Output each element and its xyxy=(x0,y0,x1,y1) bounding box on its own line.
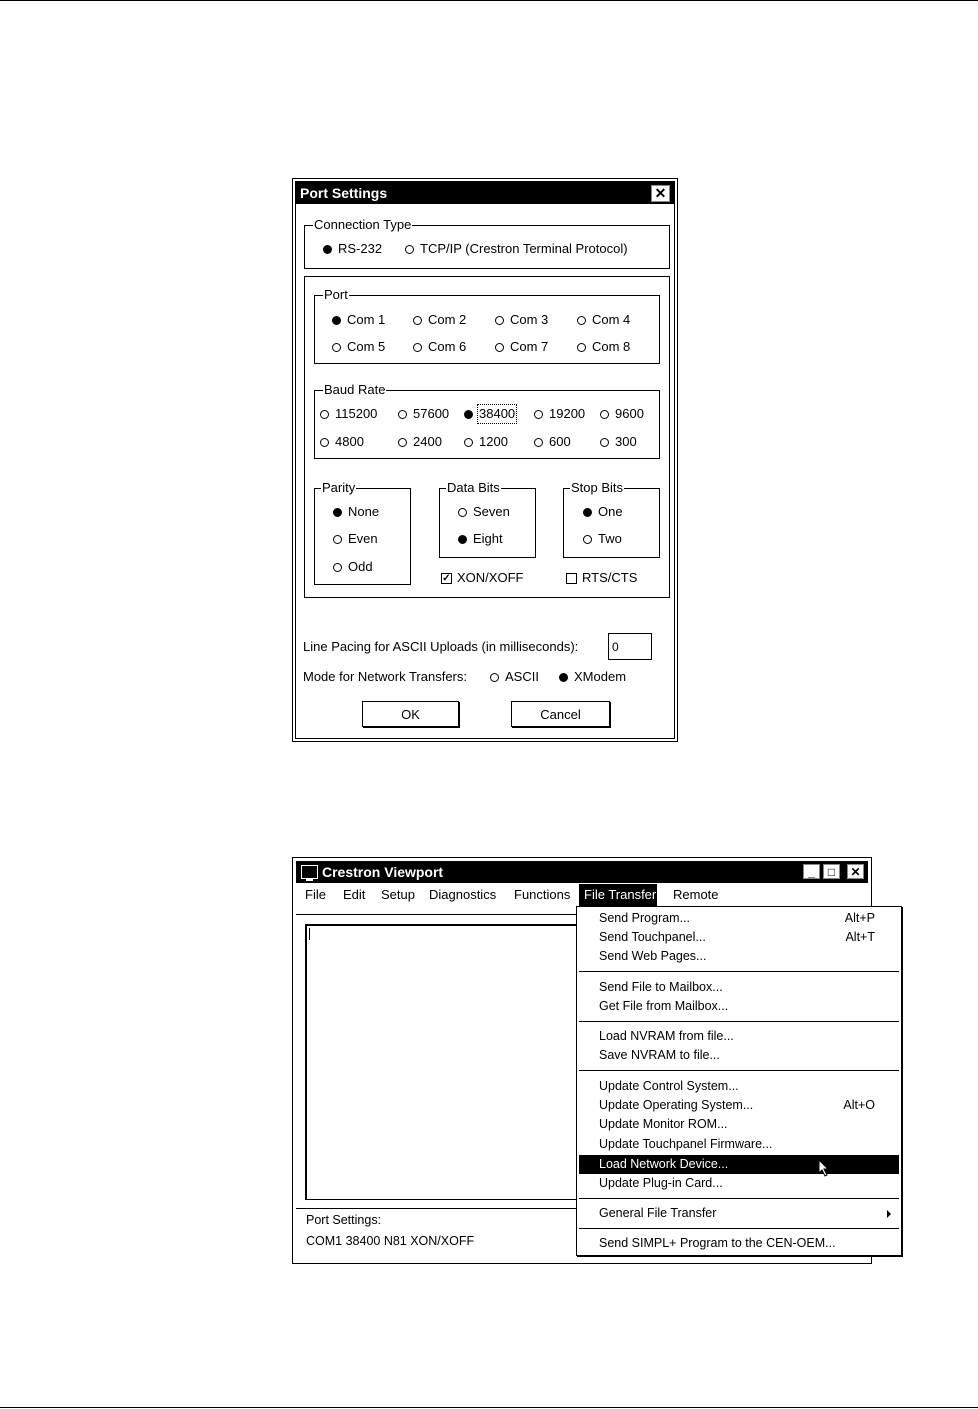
data-bits-group xyxy=(439,480,536,558)
menuitem-label: Send Web Pages... xyxy=(599,949,707,963)
menuitem-label: Update Plug-in Card... xyxy=(599,1176,723,1190)
radio-data-bits-seven-label: Seven xyxy=(473,504,510,519)
network-mode-label: Mode for Network Transfers: xyxy=(303,669,467,684)
menuitem-label: Send File to Mailbox... xyxy=(599,980,723,994)
radio-stop-bits-one-label: One xyxy=(598,504,623,519)
menuitem-send-web-pages[interactable] xyxy=(579,947,899,966)
radio-parity-even[interactable] xyxy=(333,531,378,547)
radio-baud-300[interactable] xyxy=(600,434,637,450)
viewport-titlebar[interactable] xyxy=(296,861,868,883)
radio-dot xyxy=(583,508,592,517)
radio-com4[interactable] xyxy=(577,312,630,328)
menuitem-shortcut: Alt+T xyxy=(845,930,875,944)
menuitem-label: Update Control System... xyxy=(599,1079,739,1093)
radio-parity-none[interactable] xyxy=(333,504,379,520)
menuitem-label: Send Program... xyxy=(599,911,691,925)
radio-dot xyxy=(323,245,332,254)
menuitem-label: Load NVRAM from file... xyxy=(599,1029,734,1043)
radio-tcpip-label: TCP/IP (Crestron Terminal Protocol) xyxy=(420,241,628,256)
cancel-button[interactable]: Cancel xyxy=(511,701,610,727)
radio-dot xyxy=(495,316,504,325)
radio-com4-label: Com 4 xyxy=(592,312,631,327)
ok-button[interactable]: OK xyxy=(362,701,459,727)
connection-type-legend: Connection Type xyxy=(314,217,412,232)
radio-tcpip[interactable] xyxy=(405,241,628,257)
radio-xmodem[interactable] xyxy=(559,669,626,685)
radio-com1-label: Com 1 xyxy=(347,312,386,327)
radio-com8[interactable] xyxy=(577,339,630,355)
menuitem-label: Save NVRAM to file... xyxy=(599,1048,720,1062)
radio-baud-115200-label: 115200 xyxy=(335,406,378,421)
menuitem-label: Update Monitor ROM... xyxy=(599,1117,728,1131)
radio-baud-600[interactable] xyxy=(534,434,571,450)
status-label: Port Settings: xyxy=(306,1213,382,1227)
radio-com3[interactable] xyxy=(495,312,548,328)
radio-baud-2400[interactable] xyxy=(398,434,442,450)
radio-ascii[interactable] xyxy=(490,669,539,685)
menuitem-save-nvram[interactable] xyxy=(579,1046,899,1065)
checkbox-box xyxy=(566,573,577,584)
radio-rs232[interactable] xyxy=(323,241,382,257)
radio-dot xyxy=(534,410,543,419)
xon-xoff-label: XON/XOFF xyxy=(457,570,524,585)
menuitem-label: Get File from Mailbox... xyxy=(599,999,729,1013)
radio-com6-label: Com 6 xyxy=(428,339,467,354)
port-legend: Port xyxy=(324,287,348,302)
baud-rate-legend: Baud Rate xyxy=(324,382,386,397)
status-value: COM1 38400 N81 XON/XOFF xyxy=(306,1234,475,1248)
menu-separator xyxy=(579,1228,899,1229)
viewport-title: Crestron Viewport xyxy=(322,864,444,880)
radio-baud-19200[interactable] xyxy=(534,406,585,422)
radio-dot xyxy=(333,563,342,572)
menuitem-send-file-to-mailbox[interactable] xyxy=(579,978,899,997)
radio-dot xyxy=(490,673,499,682)
menuitem-send-simpl-plus[interactable] xyxy=(579,1234,899,1253)
stop-bits-group xyxy=(563,480,660,558)
maximize-button[interactable]: □ xyxy=(823,864,840,879)
radio-ascii-label: ASCII xyxy=(505,669,539,684)
radio-dot xyxy=(332,343,341,352)
radio-com1[interactable] xyxy=(332,312,385,328)
menuitem-update-plugin-card[interactable] xyxy=(579,1174,899,1193)
menuitem-update-touchpanel-firmware[interactable] xyxy=(579,1135,899,1154)
close-button[interactable]: ✕ xyxy=(847,864,864,879)
radio-com3-label: Com 3 xyxy=(510,312,549,327)
radio-baud-300-label: 300 xyxy=(615,434,637,449)
radio-data-bits-seven[interactable] xyxy=(458,504,510,520)
menu-edit[interactable]: Edit xyxy=(343,887,366,902)
radio-baud-600-label: 600 xyxy=(549,434,571,449)
radio-dot xyxy=(333,508,342,517)
data-bits-legend: Data Bits xyxy=(447,480,500,495)
radio-com2[interactable] xyxy=(413,312,466,328)
radio-parity-even-label: Even xyxy=(348,531,378,546)
menuitem-send-touchpanel[interactable] xyxy=(579,928,899,947)
stop-bits-legend: Stop Bits xyxy=(571,480,624,495)
radio-parity-odd[interactable] xyxy=(333,559,373,575)
radio-dot xyxy=(320,438,329,447)
radio-dot xyxy=(495,343,504,352)
menu-separator xyxy=(579,971,899,972)
radio-dot xyxy=(577,343,586,352)
connection-type-group xyxy=(304,217,670,269)
menu-diagnostics[interactable]: Diagnostics xyxy=(429,887,497,902)
file-transfer-menu xyxy=(576,906,902,1256)
radio-com8-label: Com 8 xyxy=(592,339,631,354)
menuitem-load-network-device[interactable] xyxy=(579,1155,899,1174)
radio-baud-9600[interactable] xyxy=(600,406,644,422)
mouse-pointer-icon xyxy=(818,1159,830,1177)
radio-dot xyxy=(577,316,586,325)
menuitem-general-file-transfer[interactable] xyxy=(579,1204,899,1223)
radio-stop-bits-two-label: Two xyxy=(598,531,622,546)
radio-baud-9600-label: 9600 xyxy=(615,406,644,421)
radio-dot xyxy=(583,535,592,544)
dialog-titlebar[interactable] xyxy=(296,182,674,204)
radio-dot xyxy=(333,535,342,544)
radio-com5-label: Com 5 xyxy=(347,339,386,354)
radio-baud-38400-label: 38400 xyxy=(479,406,516,421)
radio-baud-115200[interactable] xyxy=(320,406,377,422)
radio-stop-bits-one[interactable] xyxy=(583,504,623,520)
menu-functions[interactable]: Functions xyxy=(514,887,571,902)
radio-baud-2400-label: 2400 xyxy=(413,434,442,449)
radio-com2-label: Com 2 xyxy=(428,312,467,327)
minimize-button[interactable]: _ xyxy=(803,864,820,879)
radio-dot xyxy=(458,535,467,544)
menuitem-label: Send SIMPL+ Program to the CEN-OEM... xyxy=(599,1236,836,1250)
menuitem-label: Update Operating System... xyxy=(599,1098,754,1112)
rts-cts-checkbox[interactable] xyxy=(566,570,637,586)
radio-data-bits-eight[interactable] xyxy=(458,531,503,547)
radio-dot xyxy=(464,410,473,419)
radio-com7[interactable] xyxy=(495,339,548,355)
menu-separator xyxy=(579,1070,899,1071)
baud-rate-group xyxy=(314,382,660,459)
radio-dot xyxy=(332,316,341,325)
bottom-rule xyxy=(0,1407,978,1408)
radio-dot xyxy=(398,410,407,419)
radio-com5[interactable] xyxy=(332,339,385,355)
menu-separator xyxy=(579,1021,899,1022)
radio-dot xyxy=(600,438,609,447)
line-pacing-input[interactable] xyxy=(608,633,652,660)
monitor-icon xyxy=(301,865,318,879)
radio-dot xyxy=(413,316,422,325)
radio-dot xyxy=(320,410,329,419)
menu-file-transfer[interactable]: File Transfer xyxy=(579,884,657,906)
radio-dot xyxy=(458,508,467,517)
radio-parity-odd-label: Odd xyxy=(348,559,373,574)
dialog-close-button[interactable]: ✕ xyxy=(651,185,670,202)
menu-setup[interactable]: Setup xyxy=(381,887,415,902)
radio-dot xyxy=(559,673,568,682)
menuitem-update-operating-system[interactable] xyxy=(579,1096,899,1115)
radio-xmodem-label: XModem xyxy=(574,669,627,684)
menuitem-load-nvram[interactable] xyxy=(579,1027,899,1046)
menuitem-update-monitor-rom[interactable] xyxy=(579,1115,899,1134)
rts-cts-label: RTS/CTS xyxy=(582,570,638,585)
parity-legend: Parity xyxy=(322,480,356,495)
menuitem-get-file-from-mailbox[interactable] xyxy=(579,997,899,1016)
radio-stop-bits-two[interactable] xyxy=(583,531,622,547)
dialog-title: Port Settings xyxy=(300,185,388,201)
radio-baud-1200-label: 1200 xyxy=(479,434,508,449)
radio-dot xyxy=(413,343,422,352)
menuitem-label: General File Transfer xyxy=(599,1206,717,1220)
menuitem-shortcut: Alt+P xyxy=(844,911,875,925)
line-pacing-label: Line Pacing for ASCII Uploads (in milliseconds): xyxy=(303,639,579,654)
radio-baud-57600[interactable] xyxy=(398,406,449,422)
radio-com7-label: Com 7 xyxy=(510,339,549,354)
port-settings-dialog xyxy=(292,178,678,742)
radio-rs232-label: RS-232 xyxy=(338,241,383,256)
menuitem-label: Load Network Device... xyxy=(599,1157,729,1171)
radio-dot xyxy=(405,245,414,254)
menu-remote[interactable]: Remote xyxy=(673,887,719,902)
menuitem-label: Update Touchpanel Firmware... xyxy=(599,1137,773,1151)
menuitem-update-control-system[interactable] xyxy=(579,1077,899,1096)
radio-dot xyxy=(398,438,407,447)
radio-baud-38400[interactable] xyxy=(464,406,515,422)
xon-xoff-checkbox[interactable] xyxy=(441,570,523,586)
parity-group xyxy=(314,480,411,585)
radio-baud-19200-label: 19200 xyxy=(549,406,586,421)
radio-dot xyxy=(534,438,543,447)
radio-dot xyxy=(600,410,609,419)
radio-data-bits-eight-label: Eight xyxy=(473,531,503,546)
radio-baud-57600-label: 57600 xyxy=(413,406,450,421)
menu-file[interactable]: File xyxy=(305,887,326,902)
port-group xyxy=(314,287,660,364)
menuitem-send-program[interactable] xyxy=(579,909,899,928)
text-caret xyxy=(309,928,310,940)
serial-settings-group xyxy=(304,276,670,598)
menubar xyxy=(296,884,868,906)
terminal-area[interactable] xyxy=(305,924,591,1200)
radio-baud-1200[interactable] xyxy=(464,434,508,450)
radio-baud-4800-label: 4800 xyxy=(335,434,364,449)
top-rule xyxy=(0,0,978,1)
radio-com6[interactable] xyxy=(413,339,466,355)
menuitem-label: Send Touchpanel... xyxy=(599,930,706,944)
radio-parity-none-label: None xyxy=(348,504,380,519)
submenu-arrow-icon xyxy=(887,1210,891,1218)
radio-baud-4800[interactable] xyxy=(320,434,364,450)
menuitem-shortcut: Alt+O xyxy=(843,1098,875,1112)
checkbox-box: ✓ xyxy=(442,572,451,584)
menu-separator xyxy=(579,1198,899,1199)
radio-dot xyxy=(464,438,473,447)
